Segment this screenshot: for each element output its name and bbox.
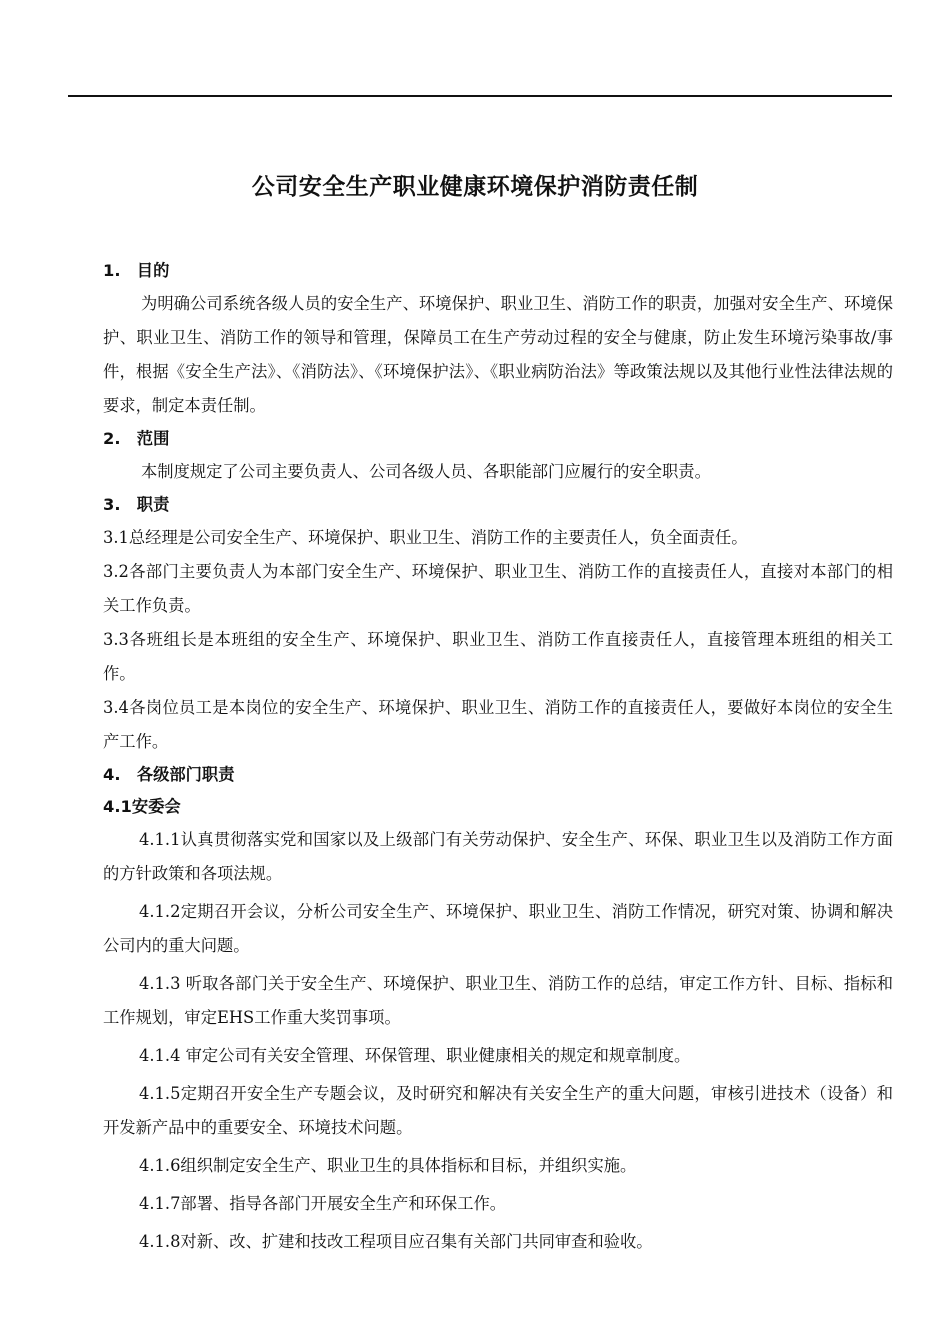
committee-duty-item: 4.1.2定期召开会议，分析公司安全生产、环境保护、职业卫生、消防工作情况，研究对策、协调和解决公司内的重大问题。 — [103, 902, 893, 955]
subsection-heading-safety-committee: 4.1安委会 — [103, 797, 181, 816]
committee-duty-item: 4.1.6组织制定安全生产、职业卫生的具体指标和目标，并组织实施。 — [139, 1156, 637, 1175]
document-body — [103, 255, 893, 1263]
responsibility-item: 3.4各岗位员工是本岗位的安全生产、环境保护、职业卫生、消防工作的直接责任人，要做好本岗位的安全生产工作。 — [103, 698, 893, 751]
section-heading-scope: 2. 范围 — [103, 429, 170, 448]
committee-duty-item: 4.1.1认真贯彻落实党和国家以及上级部门有关劳动保护、安全生产、环保、职业卫生以及消防工作方面的方针政策和各项法规。 — [103, 830, 893, 883]
responsibility-item: 3.3各班组长是本班组的安全生产、环境保护、职业卫生、消防工作直接责任人，直接管理本班组的相关工作。 — [103, 630, 893, 683]
responsibility-item: 3.2各部门主要负责人为本部门安全生产、环境保护、职业卫生、消防工作的直接责任人，直接对本部门的相关工作负责。 — [103, 562, 893, 615]
section-purpose-paragraph: 为明确公司系统各级人员的安全生产、环境保护、职业卫生、消防工作的职责，加强对安全生产、环境保护、职业卫生、消防工作的领导和管理，保障员工在生产劳动过程的安全与健康，防止发生环境污染事故/事件，根据《安全生产法》、《消防法》、《环境保护法》、《职业病防治法》等政策法规以及其他行业性法律法规的要求，制定本责任制。 — [103, 294, 893, 415]
responsibility-item: 3.1总经理是公司安全生产、环境保护、职业卫生、消防工作的主要责任人，负全面责任。 — [103, 528, 748, 547]
committee-duty-item: 4.1.7部署、指导各部门开展安全生产和环保工作。 — [139, 1194, 507, 1213]
header-rule — [68, 95, 892, 97]
committee-duty-item: 4.1.8对新、改、扩建和技改工程项目应召集有关部门共同审查和验收。 — [139, 1232, 653, 1251]
document-title: 公司安全生产职业健康环境保护消防责任制 — [251, 174, 699, 200]
committee-duty-item: 4.1.4 审定公司有关安全管理、环保管理、职业健康相关的规定和规章制度。 — [139, 1046, 691, 1065]
section-heading-purpose: 1. 目的 — [103, 261, 170, 280]
section-heading-department-duties: 4. 各级部门职责 — [103, 765, 235, 784]
committee-duty-item: 4.1.3 听取各部门关于安全生产、环境保护、职业卫生、消防工作的总结，审定工作方针、目标、指标和工作规划，审定EHS工作重大奖罚事项。 — [103, 974, 893, 1027]
section-heading-responsibility: 3. 职责 — [103, 495, 170, 514]
section-scope-paragraph: 本制度规定了公司主要负责人、公司各级人员、各职能部门应履行的安全职责。 — [141, 462, 711, 481]
committee-duty-item: 4.1.5定期召开安全生产专题会议，及时研究和解决有关安全生产的重大问题，审核引进技术（设备）和开发新产品中的重要安全、环境技术问题。 — [103, 1084, 893, 1137]
